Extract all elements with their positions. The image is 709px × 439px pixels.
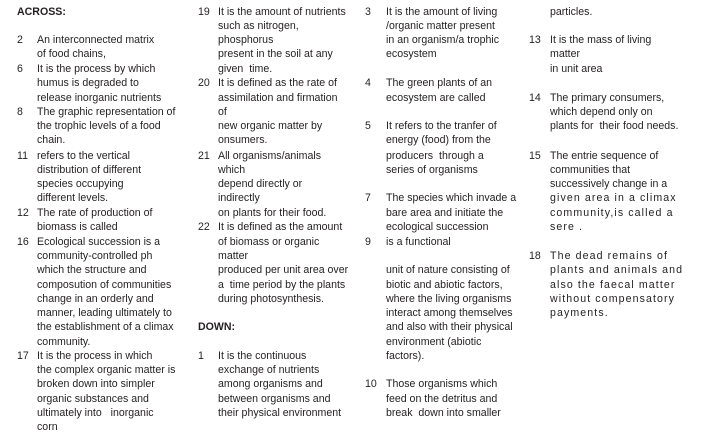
down-heading: DOWN:: [198, 321, 236, 333]
clue-line: The entrie sequence of: [550, 150, 659, 162]
clue-line: which depend only on: [550, 106, 653, 118]
clue-line: biotic and abiotic factors,: [386, 279, 503, 291]
clue-line: series of organisms: [386, 164, 478, 176]
clue-line: composution of communities: [37, 279, 172, 291]
clue-line: The graphic representation of: [37, 106, 176, 118]
clue-line: Ecological succession is a: [37, 236, 161, 248]
clue-line: community,is called a: [550, 207, 674, 219]
clue-line: corn: [37, 421, 58, 433]
clue-line: of food chains,: [37, 48, 106, 60]
clue-line: It is the process in which: [37, 350, 153, 362]
clue-line: communities that: [550, 164, 631, 176]
clue-line: It is defined as the amount: [218, 221, 343, 233]
clue-line: ultimately into inorganic: [37, 407, 154, 419]
clue-line: such as nitrogen,: [218, 20, 299, 32]
clue-line: unit of nature consisting of: [386, 264, 510, 276]
clue-line: new organic matter by: [218, 120, 323, 132]
clue-line: payments.: [550, 307, 609, 319]
clue-number: 6: [17, 63, 23, 75]
clue-number: 3: [365, 6, 371, 18]
clue-number: 15: [529, 150, 541, 162]
clue-line: interact among themselves: [386, 307, 513, 319]
clue-number: 20: [198, 77, 210, 89]
clue-line: plants for their food needs.: [550, 120, 679, 132]
clue-line: the establishment of a climax: [37, 321, 174, 333]
clue-line: produced per unit area over: [218, 264, 349, 276]
clue-line: the trophic levels of a food: [37, 120, 161, 132]
clue-line: phosphorus: [218, 34, 274, 46]
clue-line: change in an orderly and: [37, 293, 154, 305]
clue-line: indirectly: [218, 192, 260, 204]
clue-line: matter: [218, 250, 249, 262]
clue-number: 21: [198, 150, 210, 162]
clue-line: without compensatory: [550, 293, 676, 305]
clue-line: refers to the vertical: [37, 150, 131, 162]
clue-line: which the structure and: [37, 264, 147, 276]
clue-line: An interconnected matrix: [37, 34, 155, 46]
clue-line: The dead remains of: [550, 250, 669, 262]
clue-number: 13: [529, 34, 541, 46]
clue-line: during photosynthesis.: [218, 293, 325, 305]
clue-line: their physical environment: [218, 407, 342, 419]
clue-line: Those organisms which: [386, 378, 498, 390]
clue-line: among organisms and: [218, 378, 323, 390]
clue-line: between organisms and: [218, 393, 331, 405]
clue-line: also the faecal matter: [550, 279, 676, 291]
clue-number: 5: [365, 120, 371, 132]
clue-line: chain.: [37, 134, 66, 146]
clue-line: of: [218, 106, 227, 118]
clue-line: in an organism/a trophic: [386, 34, 500, 46]
clue-line: bare area and initiate the: [386, 207, 504, 219]
clue-line: The rate of production of: [37, 207, 153, 219]
clue-line: given time.: [218, 63, 273, 75]
clue-line: on plants for their food.: [218, 207, 327, 219]
clue-line: sere .: [550, 221, 584, 233]
clue-line: It is the continuous: [218, 350, 307, 362]
clue-number: 22: [198, 221, 210, 233]
clue-line: assimilation and firmation: [218, 92, 338, 104]
clue-line: ecosystem: [386, 48, 437, 60]
clue-line: The species which invade a: [386, 192, 517, 204]
clue-line: It is defined as the rate of: [218, 77, 337, 89]
clue-line: community.: [37, 336, 91, 348]
clue-line: It is the process by which: [37, 63, 156, 75]
clue-line: producers through a: [386, 150, 484, 162]
clue-line: All organisms/animals: [218, 150, 322, 162]
clue-number: 17: [17, 350, 29, 362]
clue-number: 4: [365, 77, 371, 89]
clue-line: is a functional: [386, 236, 451, 248]
clue-line: of biomass or organic: [218, 236, 320, 248]
clue-line: energy (food) from the: [386, 134, 491, 146]
clue-number: 8: [17, 106, 23, 118]
clue-number: 11: [17, 150, 28, 162]
clue-line: It is the amount of living: [386, 6, 498, 18]
clue-line: and also with their physical: [386, 321, 513, 333]
clue-line: different levels.: [37, 192, 109, 204]
clue-line: plants and animals and: [550, 264, 684, 276]
clue-number: 1: [198, 350, 204, 362]
clue-line: the complex organic matter is: [37, 364, 176, 376]
clue-number: 7: [365, 192, 371, 204]
clue-line: factors).: [386, 350, 425, 362]
clue-line: break down into smaller: [386, 407, 501, 419]
clue-line: /organic matter present: [386, 20, 495, 32]
clue-line: depend directly or: [218, 178, 303, 190]
clue-line: particles.: [550, 6, 593, 18]
clue-line: ecological succession: [386, 221, 489, 233]
clue-line: distribution of different: [37, 164, 142, 176]
clue-line: broken down into simpler: [37, 378, 155, 390]
clue-line: in unit area: [550, 63, 603, 75]
clue-number: 12: [17, 207, 29, 219]
clue-line: matter: [550, 48, 581, 60]
clue-line: organic substances and: [37, 393, 149, 405]
clue-number: 19: [198, 6, 210, 18]
clue-line: It is the amount of nutrients: [218, 6, 346, 18]
clue-line: manner, leading ultimately to: [37, 307, 172, 319]
clue-line: The green plants of an: [386, 77, 493, 89]
clue-line: environment (abiotic: [386, 336, 482, 348]
clue-line: feed on the detritus and: [386, 393, 498, 405]
clue-line: release inorganic nutrients: [37, 92, 162, 104]
clue-line: community-controlled ph: [37, 250, 153, 262]
clue-number: 9: [365, 236, 371, 248]
clue-line: a time period by the plants: [218, 279, 346, 291]
clue-line: successively change in a: [550, 178, 668, 190]
clue-line: exchange of nutrients: [218, 364, 320, 376]
clue-number: 18: [529, 250, 541, 262]
across-heading: ACROSS:: [17, 6, 66, 18]
clue-line: where the living organisms: [386, 293, 512, 305]
clue-line: biomass is called: [37, 221, 118, 233]
clue-number: 10: [365, 378, 377, 390]
clue-number: 16: [17, 236, 29, 248]
clue-line: It is the mass of living: [550, 34, 652, 46]
clue-line: species occupying: [37, 178, 124, 190]
clue-line: given area in a climax: [550, 192, 677, 204]
clue-line: which: [218, 164, 246, 176]
clue-line: ecosystem are called: [386, 92, 486, 104]
clue-line: present in the soil at any: [218, 48, 333, 60]
clue-line: onsumers.: [218, 134, 268, 146]
clue-line: It refers to the tranfer of: [386, 120, 497, 132]
clue-line: humus is degraded to: [37, 77, 139, 89]
clue-line: The primary consumers,: [550, 92, 665, 104]
clue-number: 14: [529, 92, 541, 104]
clue-number: 2: [17, 34, 23, 46]
